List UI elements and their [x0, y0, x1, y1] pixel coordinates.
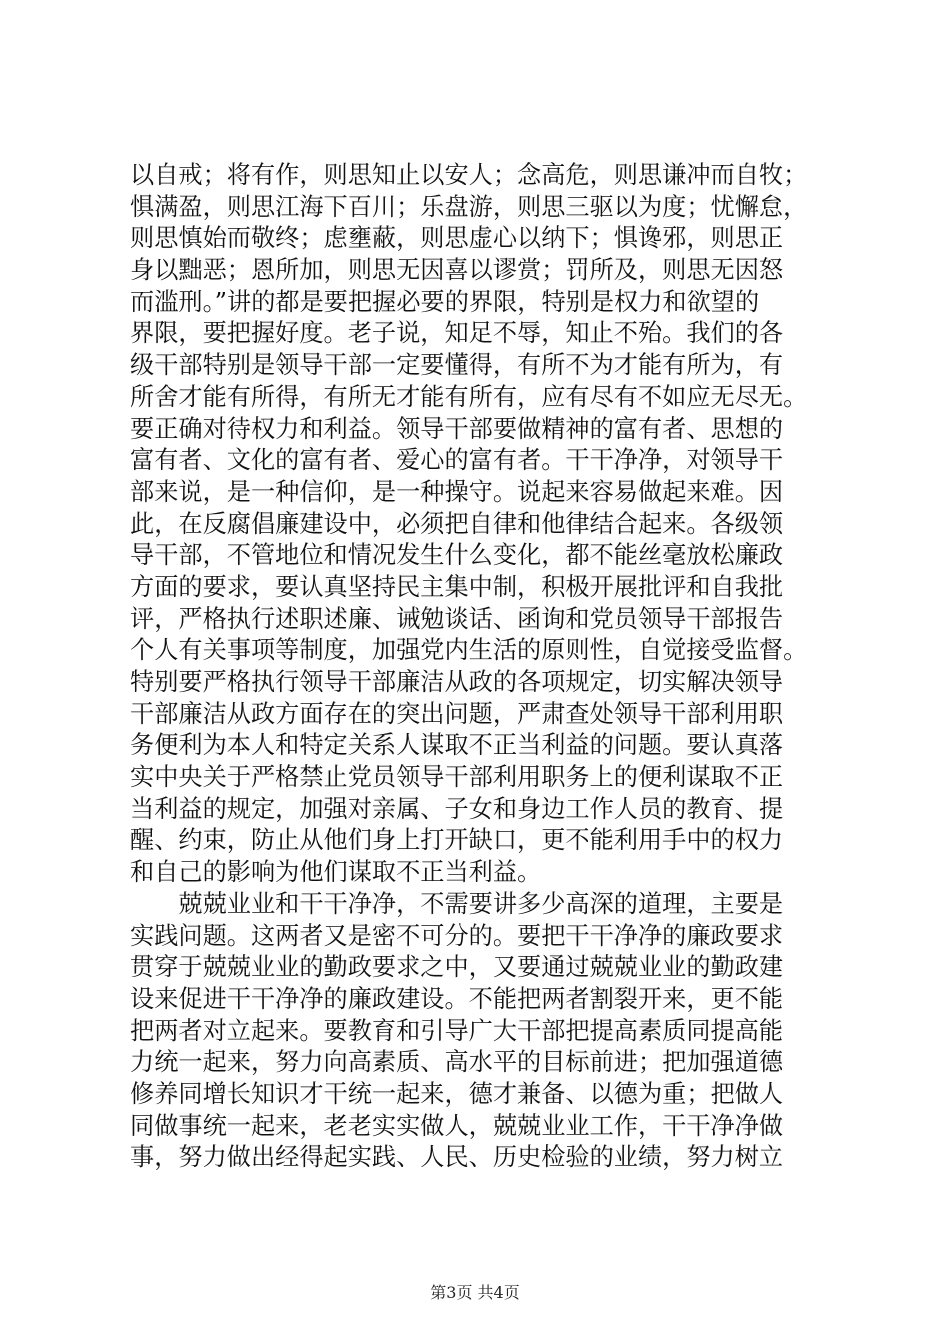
text-line: 则思慎始而敬终；虑壅蔽，则思虚心以纳下；惧谗邪，则思正: [130, 224, 784, 253]
text-line: 要正确对待权力和利益。领导干部要做精神的富有者、思想的: [130, 414, 784, 443]
text-line: 干部廉洁从政方面存在的突出问题，严肃查处领导干部利用职: [130, 699, 784, 728]
text-line: 和自己的影响为他们谋取不正当利益。: [130, 858, 542, 887]
text-line: 事，努力做出经得起实践、人民、历史检验的业绩，努力树立: [130, 1143, 784, 1172]
text-line: 实中央关于严格禁止党员领导干部利用职务上的便利谋取不正: [130, 763, 784, 792]
text-line: 务便利为本人和特定关系人谋取不正当利益的问题。要认真落: [130, 731, 784, 760]
text-line: 导干部，不管地位和情况发生什么变化，都不能丝毫放松廉政: [130, 541, 784, 570]
text-line: 把两者对立起来。要教育和引导广大干部把提高素质同提高能: [130, 1016, 784, 1045]
text-line: 部来说，是一种信仰，是一种操守。说起来容易做起来难。因: [130, 477, 784, 506]
text-line: 兢兢业业和干干净净，不需要讲多少高深的道理，主要是: [130, 889, 784, 918]
text-line: 同做事统一起来，老老实实做人，兢兢业业工作，干干净净做: [130, 1111, 784, 1140]
text-line: 力统一起来，努力向高素质、高水平的目标前进；把加强道德: [130, 1048, 784, 1077]
text-line: 贯穿于兢兢业业的勤政要求之中，又要通过兢兢业业的勤政建: [130, 953, 784, 982]
text-line: 级干部特别是领导干部一定要懂得，有所不为才能有所为，有: [130, 351, 784, 380]
text-line: 身以黜恶；恩所加，则思无因喜以谬赏；罚所及，则思无因怒: [130, 256, 784, 285]
text-line: 评，严格执行述职述廉、诫勉谈话、函询和党员领导干部报告: [130, 604, 784, 633]
text-line: 所舍才能有所得，有所无才能有所有，应有尽有不如应无尽无。: [130, 382, 808, 411]
text-line: 惧满盈，则思江海下百川；乐盘游，则思三驱以为度；忧懈怠，: [130, 192, 808, 221]
text-line: 实践问题。这两者又是密不可分的。要把干干净净的廉政要求: [130, 921, 784, 950]
text-line: 特别要严格执行领导干部廉洁从政的各项规定，切实解决领导: [130, 668, 784, 696]
text-line: 个人有关事项等制度，加强党内生活的原则性，自觉接受监督。: [130, 636, 808, 665]
text-line: 富有者、文化的富有者、爱心的富有者。干干净净，对领导干: [130, 446, 784, 475]
text-line: 修养同增长知识才干统一起来，德才兼备、以德为重；把做人: [130, 1079, 784, 1108]
text-line: 醒、约束，防止从他们身上打开缺口，更不能利用手中的权力: [130, 826, 784, 855]
text-line: 当利益的规定，加强对亲属、子女和身边工作人员的教育、提: [130, 794, 784, 823]
text-line: 设来促进干干净净的廉政建设。不能把两者割裂开来，更不能: [130, 984, 784, 1013]
text-line: 以自戒；将有作，则思知止以安人；念高危，则思谦冲而自牧；: [130, 161, 808, 189]
text-line: 界限，要把握好度。老子说，知足不辱，知止不殆。我们的各: [130, 319, 784, 348]
text-line: 此，在反腐倡廉建设中，必须把自律和他律结合起来。各级领: [130, 509, 784, 538]
body-text: [130, 160, 835, 1174]
text-line: 而滥刑。”讲的都是要把握必要的界限，特别是权力和欲望的: [130, 287, 760, 316]
page-footer: 第3页 共4页: [430, 1283, 520, 1302]
text-line: 方面的要求，要认真坚持民主集中制，积极开展批评和自我批: [130, 572, 784, 601]
